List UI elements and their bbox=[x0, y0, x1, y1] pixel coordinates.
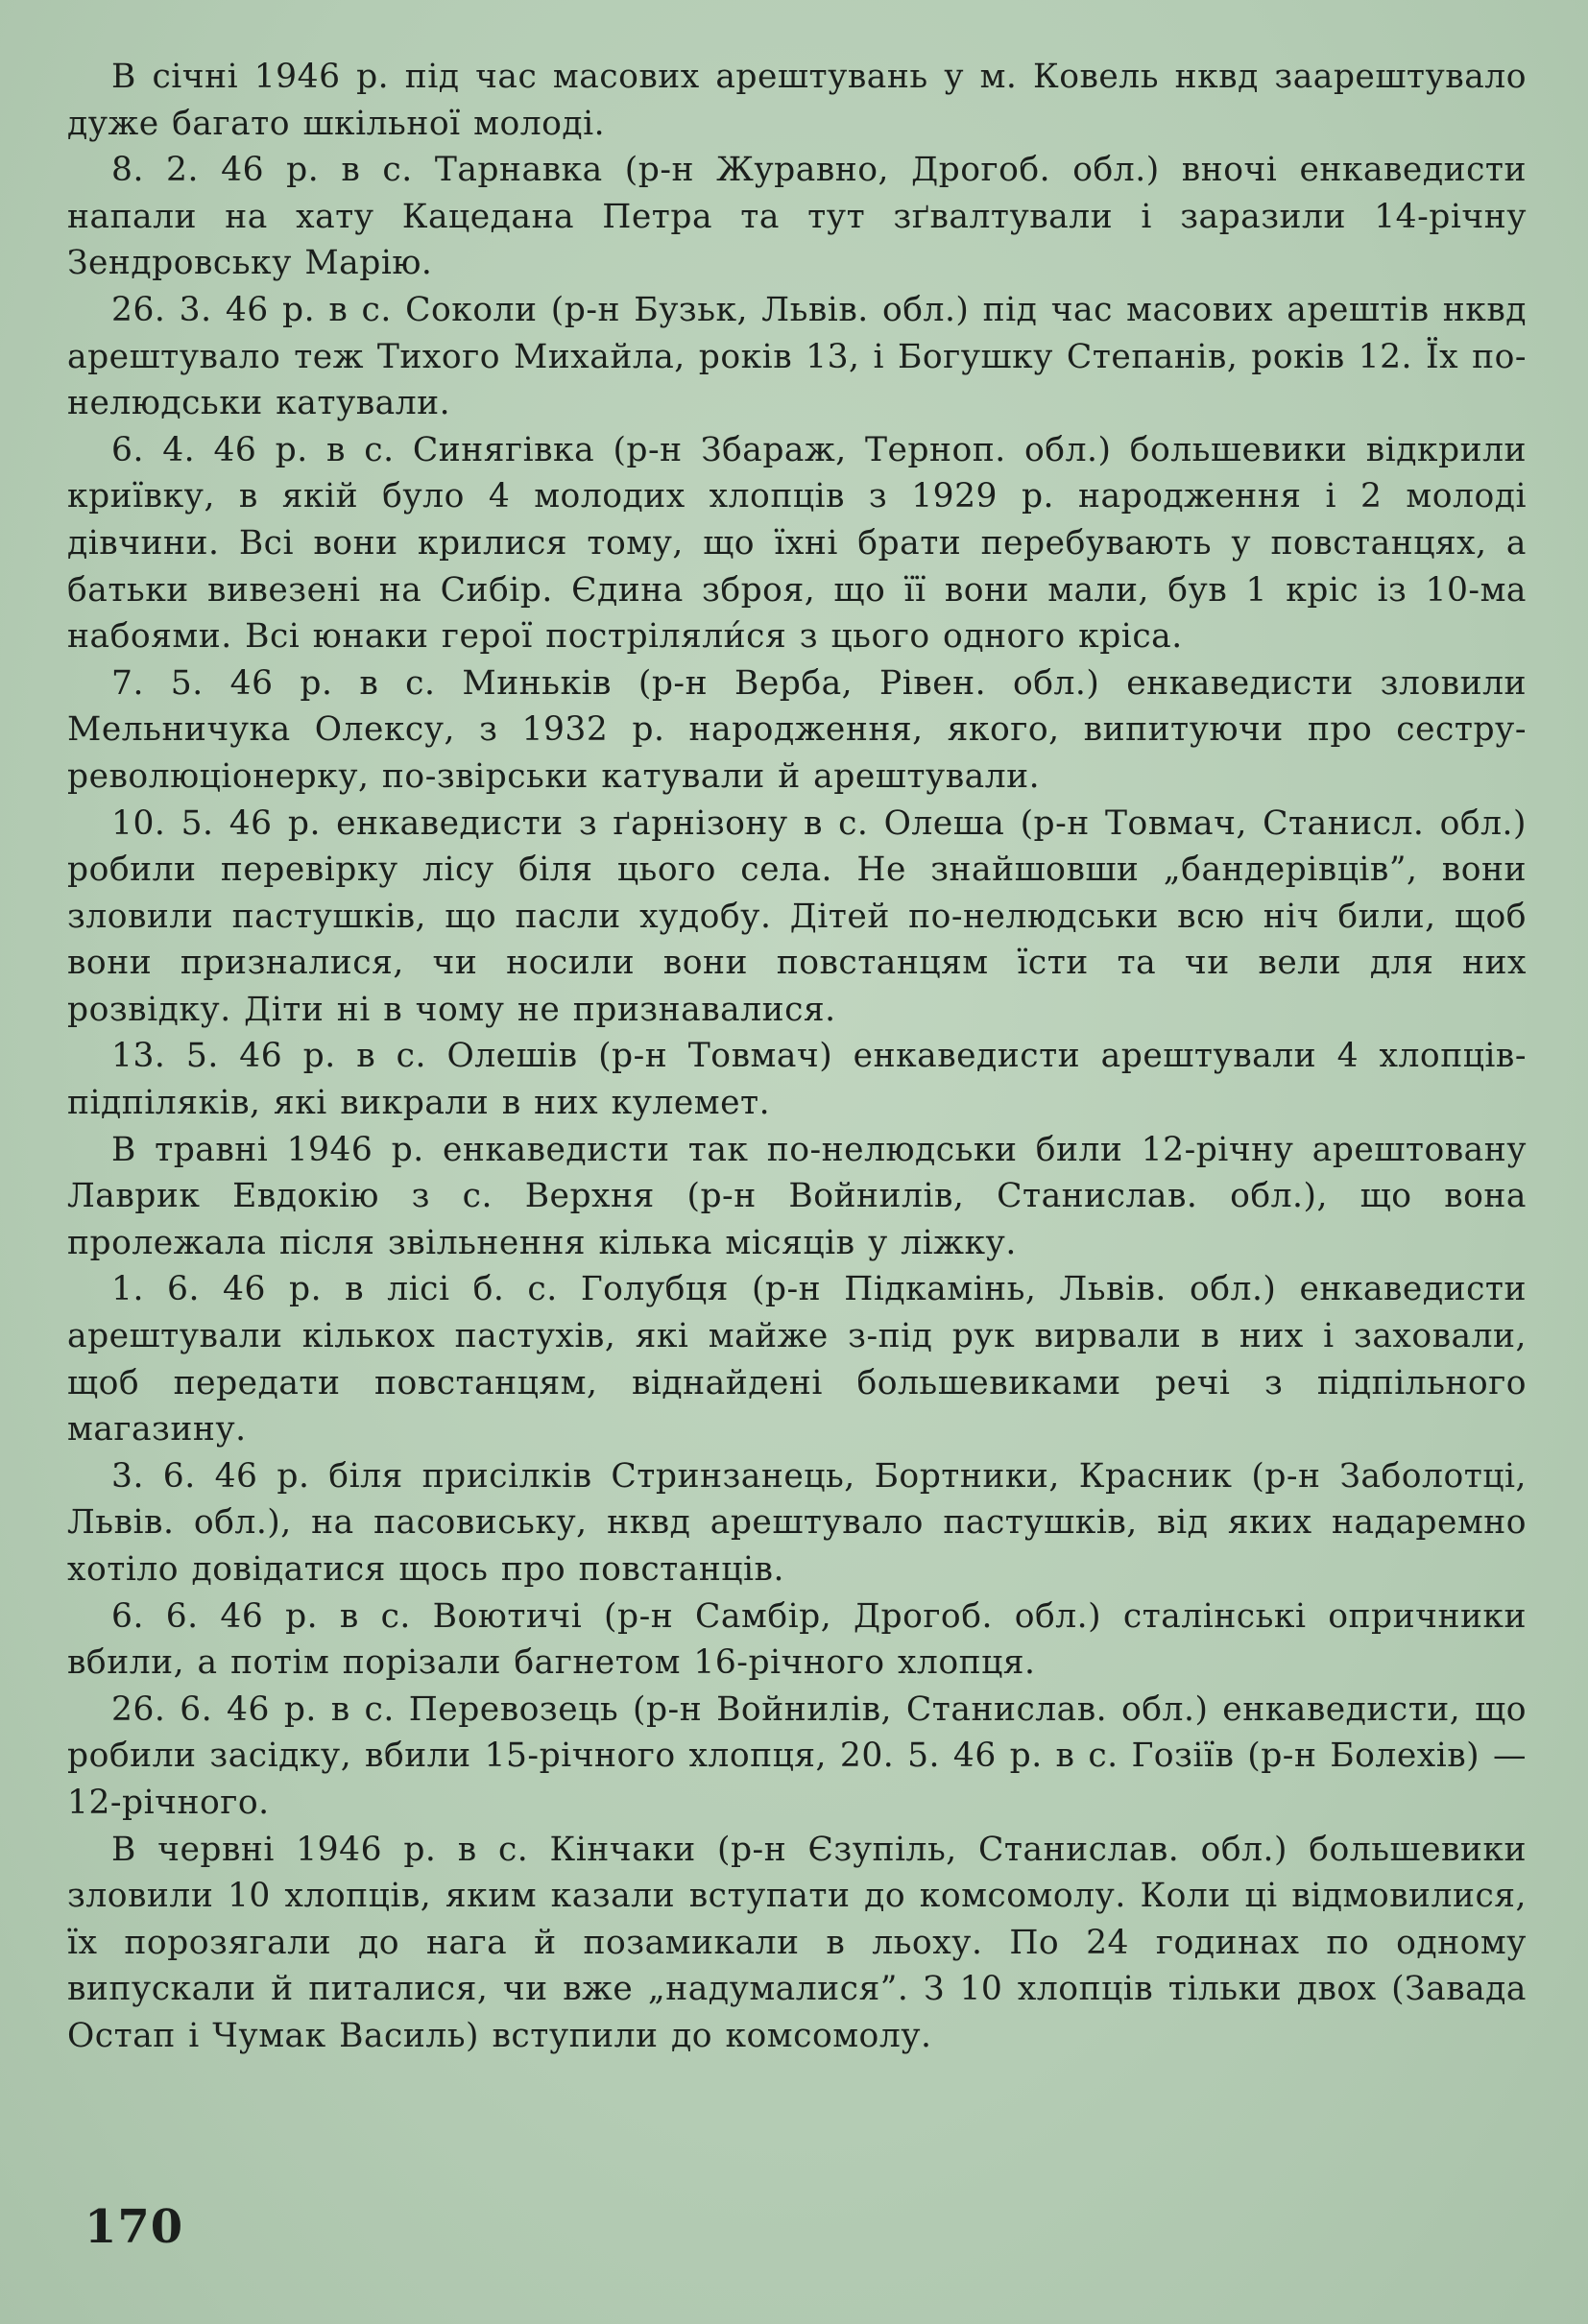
paragraph: 3. 6. 46 р. біля присілків Стринзанець, Бортники, Красник (р-н Заболотці, Львів. обл.), на пасовиську, нквд арештувало пастушків, від яких надаремно хотіло довідатися щось про повстанців. bbox=[67, 1456, 1527, 1589]
paragraph: В червні 1946 р. в с. Кінчаки (р-н Єзупіль, Станислав. обл.) большевики зловили 10 хлопців, яким казали вступати до комсомолу. Коли ці відмовилися, їх порозягали до нага й позамикали в льоху. По 24 годинах по одному випускали й питалися, чи вже „надумалися”. З 10 хлопців тільки двох (Завада Остап і Чумак Василь) вступили до комсомолу. bbox=[67, 1830, 1527, 2055]
paragraph: 8. 2. 46 р. в с. Тарнавка (р-н Журавно, Дрогоб. обл.) вночі енкаведисти напали на хату Кацедана Петра та тут зґвалтували і заразили 14-річну Зендровську Марію. bbox=[67, 151, 1527, 283]
page-body bbox=[67, 54, 1527, 2060]
paragraph: 7. 5. 46 р. в с. Миньків (р-н Верба, Рівен. обл.) енкаведисти зловили Мельничука Олексу, з 1932 р. народження, якого, випитуючи про сестру-революціонерку, по-звірськи катували й арештували. bbox=[67, 663, 1527, 796]
paragraph: 10. 5. 46 р. енкаведисти з ґарнізону в с. Олеша (р-н Товмач, Станисл. обл.) робили перевірку лісу біля цього села. Не знайшовши „бандерівців”, вони зловили пастушків, що пасли худобу. Дітей по-нелюдськи всю ніч били, щоб вони призналися, чи носили вони повстанцям їсти та чи вели для них розвідку. Діти ні в чому не признавалися. bbox=[67, 803, 1527, 1029]
paragraph: 6. 6. 46 р. в с. Воютичі (р-н Самбір, Дрогоб. обл.) сталінські опричники вбили, а потім порізали багнетом 16-річного хлопця. bbox=[67, 1596, 1527, 1683]
paragraph: 26. 3. 46 р. в с. Соколи (р-н Бузьк, Львів. обл.) під час масових арештів нквд арештувало теж Тихого Михайла, років 13, і Богушку Степанів, років 12. Їх по-нелюдськи катували. bbox=[67, 290, 1527, 423]
paragraph: В січні 1946 р. під час масових арештувань у м. Ковель нквд заарештувало дуже багато шкільної молоді. bbox=[67, 58, 1527, 143]
page-number: 170 bbox=[84, 2200, 184, 2254]
paragraph: 6. 4. 46 р. в с. Синягівка (р-н Збараж, Терноп. обл.) большевики відкрили криївку, в якій було 4 молодих хлопців з 1929 р. народження і 2 молоді дівчини. Всі вони крилися тому, що їхні брати перебувають у повстанцях, а батьки вивезені на Сибір. Єдина зброя, що її вони мали, був 1 кріс із 10-ма набоями. Всі юнаки герої постріляли́ся з цього одного кріса. bbox=[67, 430, 1527, 657]
paragraph: 26. 6. 46 р. в с. Перевозець (р-н Войнилів, Станислав. обл.) енкаведисти, що робили засідку, вбили 15-річного хлопця, 20. 5. 46 р. в с. Гозіїв (р-н Болехів) — 12-річного. bbox=[67, 1689, 1527, 1822]
paragraph: 1. 6. 46 р. в лісі б. с. Голубця (р-н Підкамінь, Львів. обл.) енкаведисти арештували кількох пастухів, які майже з-під рук вирвали в них і заховали, щоб передати повстанцям, віднайдені большевиками речі з підпільного магазину. bbox=[67, 1270, 1527, 1450]
paragraph: 13. 5. 46 р. в с. Олешів (р-н Товмач) енкаведисти арештували 4 хлопців-підпіляків, які викрали в них кулемет. bbox=[67, 1037, 1527, 1123]
paragraph: В травні 1946 р. енкаведисти так по-нелюдськи били 12-річну арештовану Лаврик Евдокію з с. Верхня (р-н Войнилів, Станислав. обл.), що вона пролежала після звільнення кілька місяців у ліжку. bbox=[67, 1130, 1527, 1262]
